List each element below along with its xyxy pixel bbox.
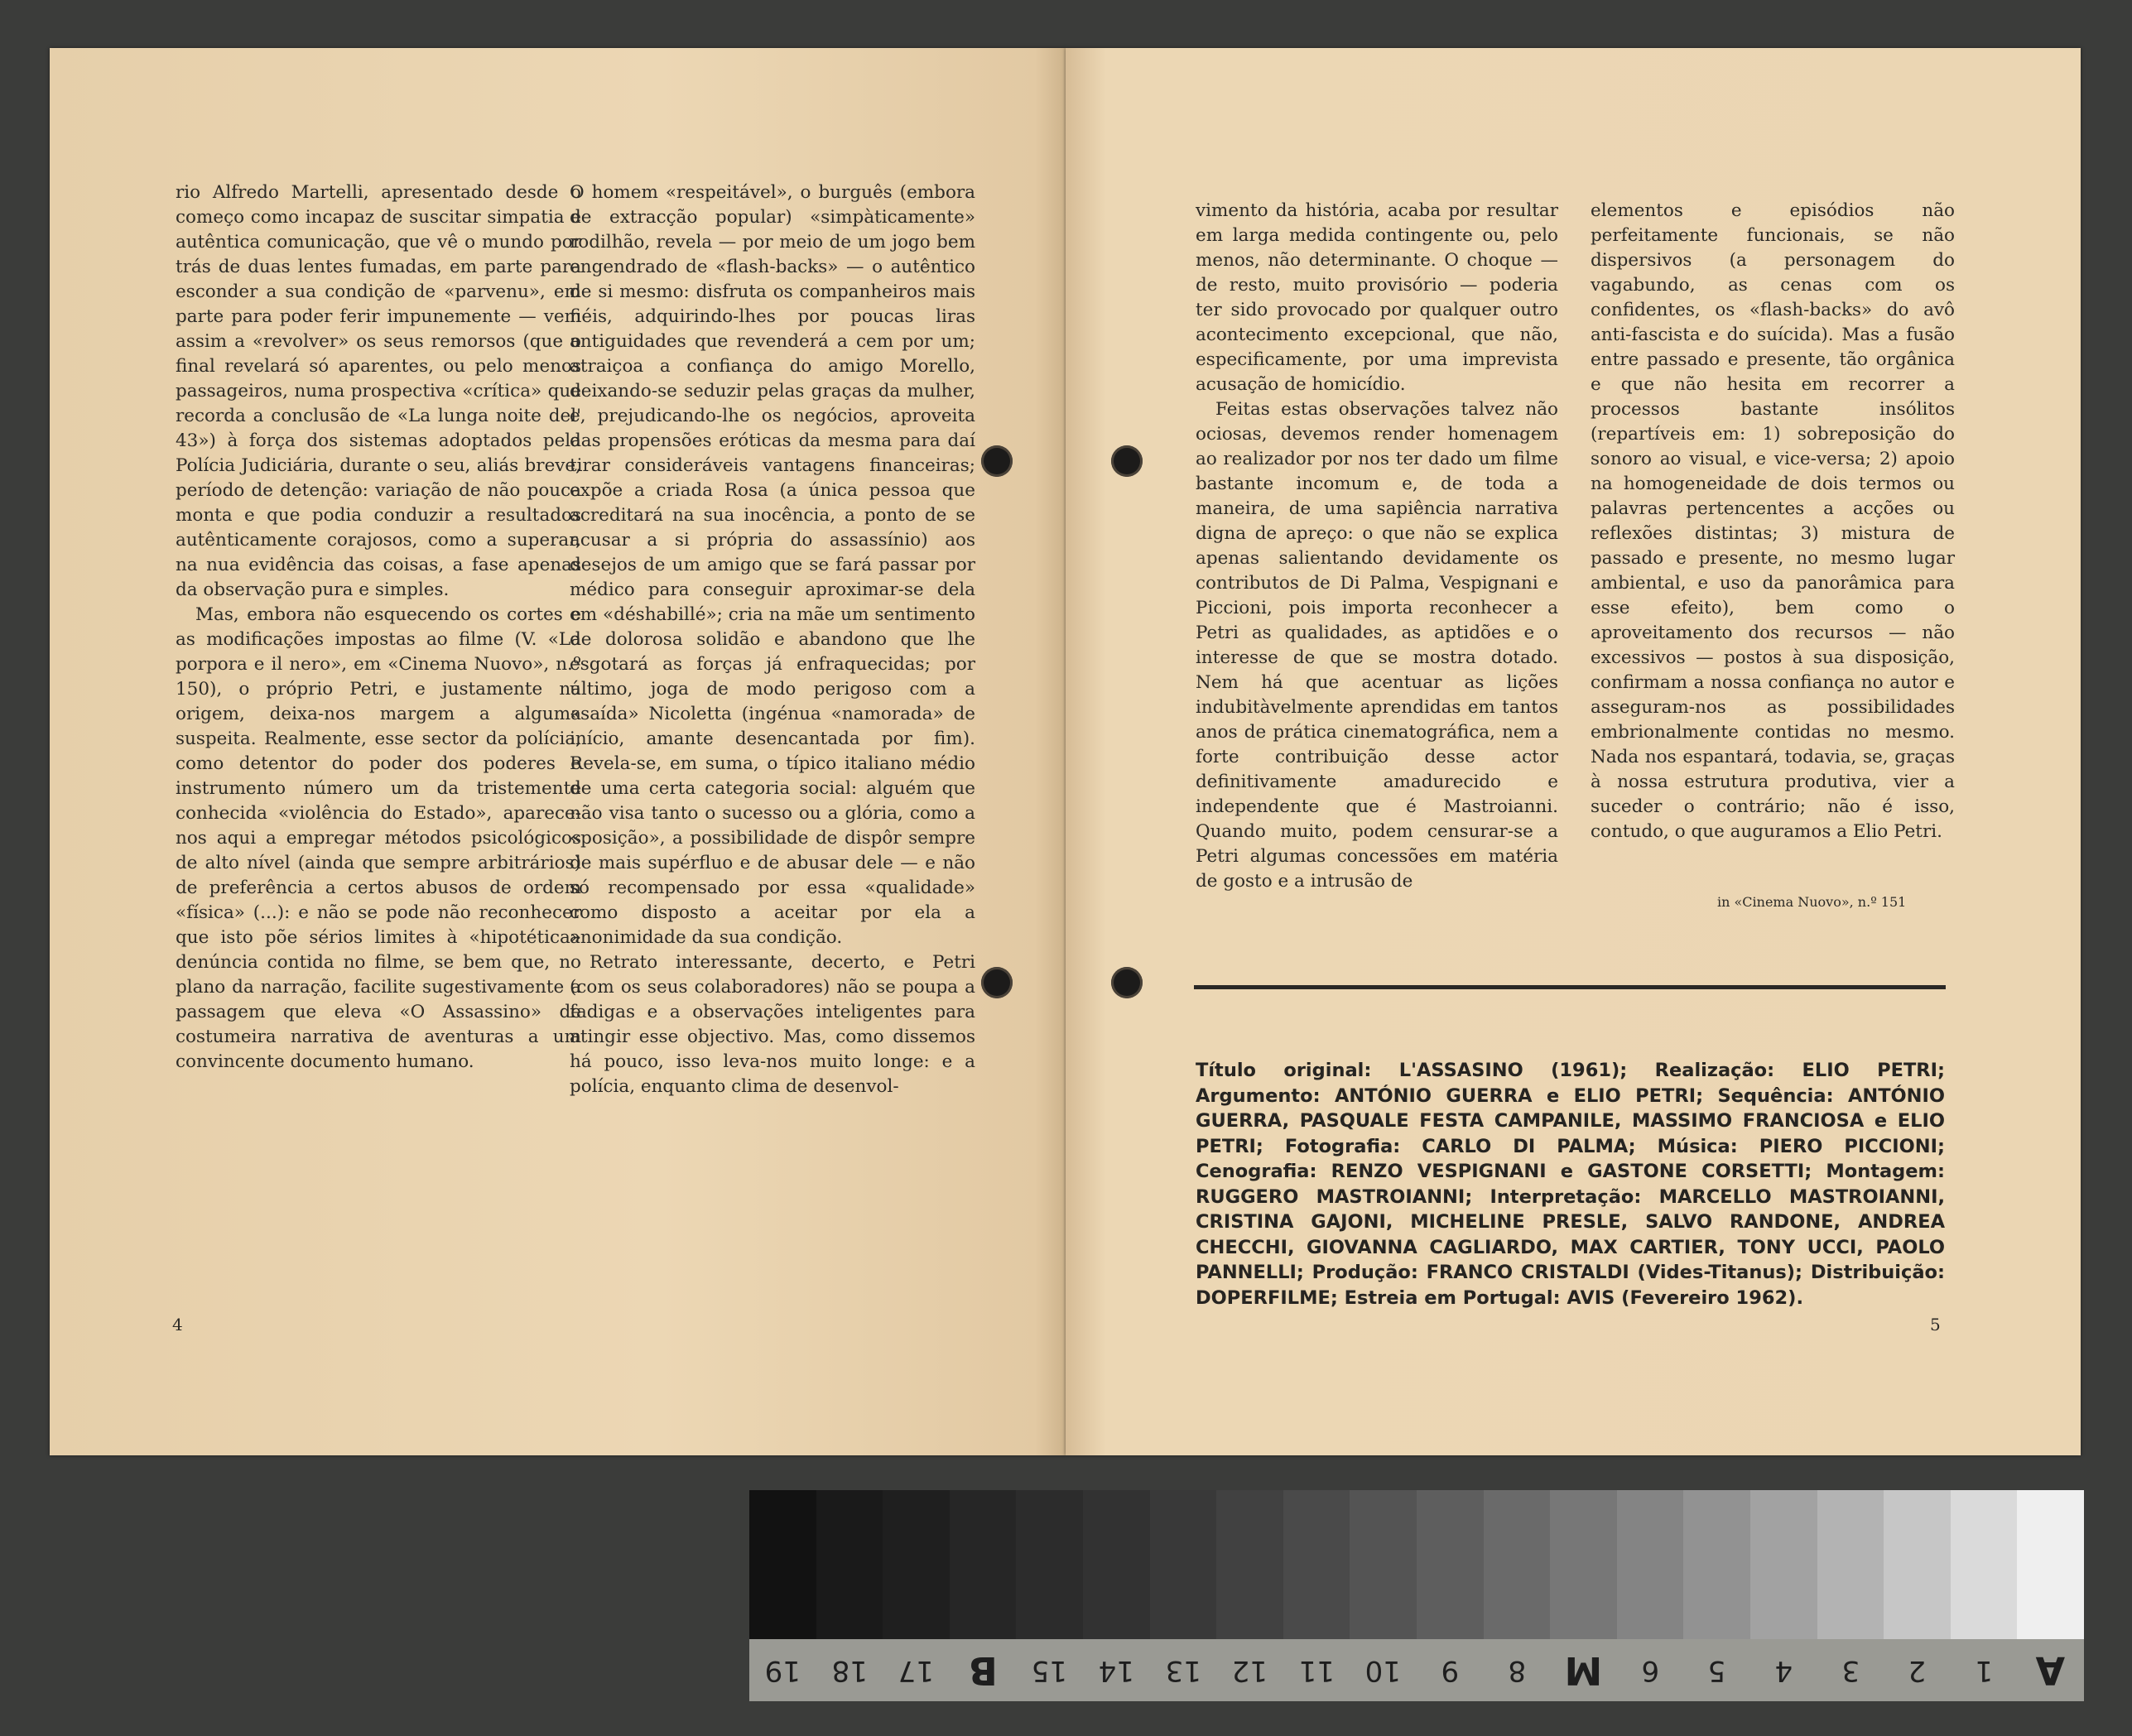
gray-swatch (1083, 1490, 1150, 1639)
scale-label: 10 (1365, 1653, 1402, 1687)
gray-swatch (2017, 1490, 2084, 1639)
scale-label: 3 (1841, 1653, 1860, 1687)
gray-swatch (1550, 1490, 1617, 1639)
gray-swatch (1817, 1490, 1884, 1639)
left-page (50, 48, 1066, 1455)
gray-swatch (1283, 1490, 1350, 1639)
gray-swatch (1016, 1490, 1083, 1639)
scale-label: 13 (1165, 1653, 1201, 1687)
scale-label: 4 (1774, 1653, 1793, 1687)
scale-label: 14 (1098, 1653, 1134, 1687)
color-checker (749, 1490, 2084, 1701)
grayscale-swatches (749, 1490, 2084, 1639)
gray-swatch (1683, 1490, 1750, 1639)
left-column-2 (570, 180, 975, 1099)
punch-hole-icon (1111, 967, 1143, 998)
paragraph: rio Alfredo Martelli, apresentado desde o começo como incapaz de suscitar simpatia e autêntica comunicação, que vê o mundo por trás de duas lentes fumadas, em parte para esconder a sua condição de «parvenu», em parte para poder ferir impunemente — vem assim a «revolver» os seus remorsos (que o final revelará só aparentes, ou pelo menos passageiros, numa prospectiva «crítica» que recorda a conclusão de «La lunga noite del' 43») à força dos sistemas adoptados pela Polícia Judiciária, durante o seu, aliás breve, período de detenção: variação de não pouca monta e que podia conduzir a resultados autênticamente corajosos, como a superar, na nua evidência das coisas, a fase apenas da observação pura e simples. (176, 182, 581, 600)
scale-label: A (2035, 1647, 2066, 1693)
scale-label: M (1564, 1647, 1603, 1693)
scale-label: 12 (1231, 1653, 1268, 1687)
paragraph: Retrato interessante, decerto, e Petri (com os seus colaboradores) não se poupa a fadigas e a observações inteligentes para atingir esse objectivo. Mas, como dissemos há pouco, isso leva-nos muito longe: e a polícia, enquanto clima de desenvol- (570, 952, 975, 1097)
paragraph: Feitas estas observações talvez não ociosas, devemos render homenagem ao realizador por nos ter dado um filme bastante incomum e, de toda a maneira, de uma sapiência narrativa digna de apreço: o que não se explica apenas salientando devidamente os contributos de Di Palma, Vespignani e Piccioni, pois importa reconhecer a Petri as qualidades, as aptidões e o interesse de que se mostra dotado. Nem há que acentuar as lições indubitàvelmente aprendidas em tantos anos de prática cinematográfica, nem a forte contribuição desse actor definitivamente amadurecido e independente que é Mastroianni. Quando muito, podem censurar-se a Petri algumas concessões em matéria de gosto e a intrusão de (1196, 399, 1558, 892)
scale-label: 5 (1707, 1653, 1726, 1687)
page-number: 4 (172, 1315, 183, 1334)
gray-swatch (749, 1490, 816, 1639)
scale-label: 6 (1641, 1653, 1659, 1687)
paragraph: Mas, embora não esquecendo os cortes e as modificações impostas ao filme (V. «La porpora e il nero», em «Cinema Nuovo», n.º 150), o próprio Petri, e justamente na origem, deixa-nos margem a alguma suspeita. Realmente, esse sector da polícia, como detentor do poder dos poderes e instrumento número um da tristemente conhecida «violência do Estado», aparece-nos aqui a empregar métodos psicológicos de alto nível (ainda que sempre arbitrários) de preferência a certos abusos de ordem «física» (...): e não se pode não reconhecer que isto põe sérios limites à «hipotética» denúncia contida no filme, se bem que, no plano da narração, facilite sugestivamente a passagem que eleva «O Assassino» de costumeira narrativa de aventuras a um convincente documento humano. (176, 604, 581, 1072)
film-credits: Título original: L'ASSASINO (1961); Realização: ELIO PETRI; Argumento: ANTÓNIO GUERRA e ELIO PETRI; Sequência: ANTÓNIO GUERRA, PASQUALE FESTA CAMPANILE, MASSIMO FRANCIOSA e ELIO PETRI; Fotografia: CARLO DI PALMA; Música: PIERO PICCIONI; Cenografia: RENZO VESPIGNANI e GASTONE CORSETTI; Montagem: RUGGERO MASTROIANNI; Interpretação: MARCELLO MASTROIANNI, CRISTINA GAJONI, MICHELINE PRESLE, SALVO RANDONE, ANDREA CHECCHI, GIOVANNA CAGLIARDO, MAX CARTIER, TONY UCCI, PAOLO PANNELLI; Produção: FRANCO CRISTALDI (Vides-Titanus); Distribuição: DOPERFILME; Estreia em Portugal: AVIS (Fevereiro 1962). (1196, 1060, 1945, 1309)
right-column-1 (1196, 199, 1558, 894)
punch-hole-icon (981, 967, 1013, 998)
gray-swatch (1750, 1490, 1817, 1639)
scale-label: 19 (764, 1653, 801, 1687)
gray-swatch (950, 1490, 1017, 1639)
gray-swatch (1417, 1490, 1484, 1639)
scale-label: 18 (831, 1653, 868, 1687)
paragraph: elementos e episódios não perfeitamente funcionais, se não dispersivos (a personagem do vagabundo, as cenas com os confidentes, os «flash-backs» do avô anti-fascista e do suícida). Mas a fusão entre passado e presente, tão orgânica e que não hesita em recorrer a processos bastante insólitos (repartíveis em: 1) sobreposição do sonoro ao visual, e vice-versa; 2) apoio na homogeneidade de dois termos ou palavras pertencentes a acções ou reflexões distintas; 3) mistura de passado e presente, no mesmo lugar ambiental, e uso da panorâmica para esse efeito), bem como o aproveitamento dos recursos — não excessivos — postos à sua disposição, confirmam a nossa confiança no autor e asseguram-nos as possibilidades embrionalmente contidas no mesmo. Nada nos espantará, todavia, se, graças à nossa estrutura produtiva, vier a suceder o contrário; não é isso, contudo, o que auguramos a Elio Petri. (1591, 200, 1955, 842)
scale-label: 11 (1298, 1653, 1335, 1687)
punch-hole-icon (981, 445, 1013, 477)
gray-swatch (883, 1490, 950, 1639)
scale-labels (749, 1639, 2084, 1701)
gray-swatch (816, 1490, 883, 1639)
left-column-1 (176, 180, 581, 1075)
gray-swatch (1216, 1490, 1283, 1639)
scale-label: 1 (1975, 1653, 1993, 1687)
gray-swatch (1884, 1490, 1951, 1639)
source-citation: in «Cinema Nuovo», n.º 151 (1717, 894, 1907, 910)
scale-label: 2 (1908, 1653, 1927, 1687)
scale-label: B (968, 1647, 998, 1693)
page-number: 5 (1930, 1315, 1941, 1334)
gray-swatch (1951, 1490, 2018, 1639)
paragraph: vimento da história, acaba por resultar em larga medida contingente ou, pelo menos, não determinante. O choque — de resto, muito provisório — poderia ter sido provocado por qualquer outro acontecimento excepcional, que não, especificamente, por uma imprevista acusação de homicídio. (1196, 200, 1558, 395)
paragraph: O homem «respeitável», o burguês (embora de extracção popular) «simpàticamente» rodilhão, revela — por meio de um jogo bem engendrado de «flash-backs» — o autêntico de si mesmo: disfruta os companheiros mais fiéis, adquirindo-lhes por poucas liras antiguidades que revenderá a cem por um; atraiçoa a confiança do amigo Morello, deixando-se seduzir pelas graças da mulher, e, prejudicando-lhe os negócios, aproveita das propensões eróticas da mesma para daí tirar consideráveis vantagens financeiras; expõe a criada Rosa (a única pessoa que acreditará na sua inocência, a ponto de se acusar a si própria do assassínio) aos desejos de um amigo que se fará passar por médico para conseguir aproximar-se dela em «déshabillé»; cria na mãe um sentimento de dolorosa solidão e abandono que lhe esgotará as forças já enfraquecidas; por último, joga de modo perigoso com a «saída» Nicoletta (ingénua «namorada» de início, amante desencantada por fim). Revela-se, em suma, o típico italiano médio de uma certa categoria social: alguém que não visa tanto o sucesso ou a glória, como a «posição», a possibilidade de dispôr sempre de mais supérfluo e de abusar dele — e não só recompensado por essa «qualidade» como disposto a aceitar por ela a anonimidade da sua condição. (570, 182, 975, 948)
gray-swatch (1484, 1490, 1551, 1639)
scale-label: 9 (1441, 1653, 1460, 1687)
scale-label: 8 (1508, 1653, 1526, 1687)
gray-swatch (1350, 1490, 1417, 1639)
punch-hole-icon (1111, 445, 1143, 477)
scale-label: 15 (1032, 1653, 1068, 1687)
gray-swatch (1150, 1490, 1217, 1639)
right-column-2 (1591, 199, 1955, 844)
right-page (1066, 48, 2081, 1455)
scale-label: 17 (898, 1653, 935, 1687)
gray-swatch (1617, 1490, 1684, 1639)
divider (1194, 985, 1946, 989)
